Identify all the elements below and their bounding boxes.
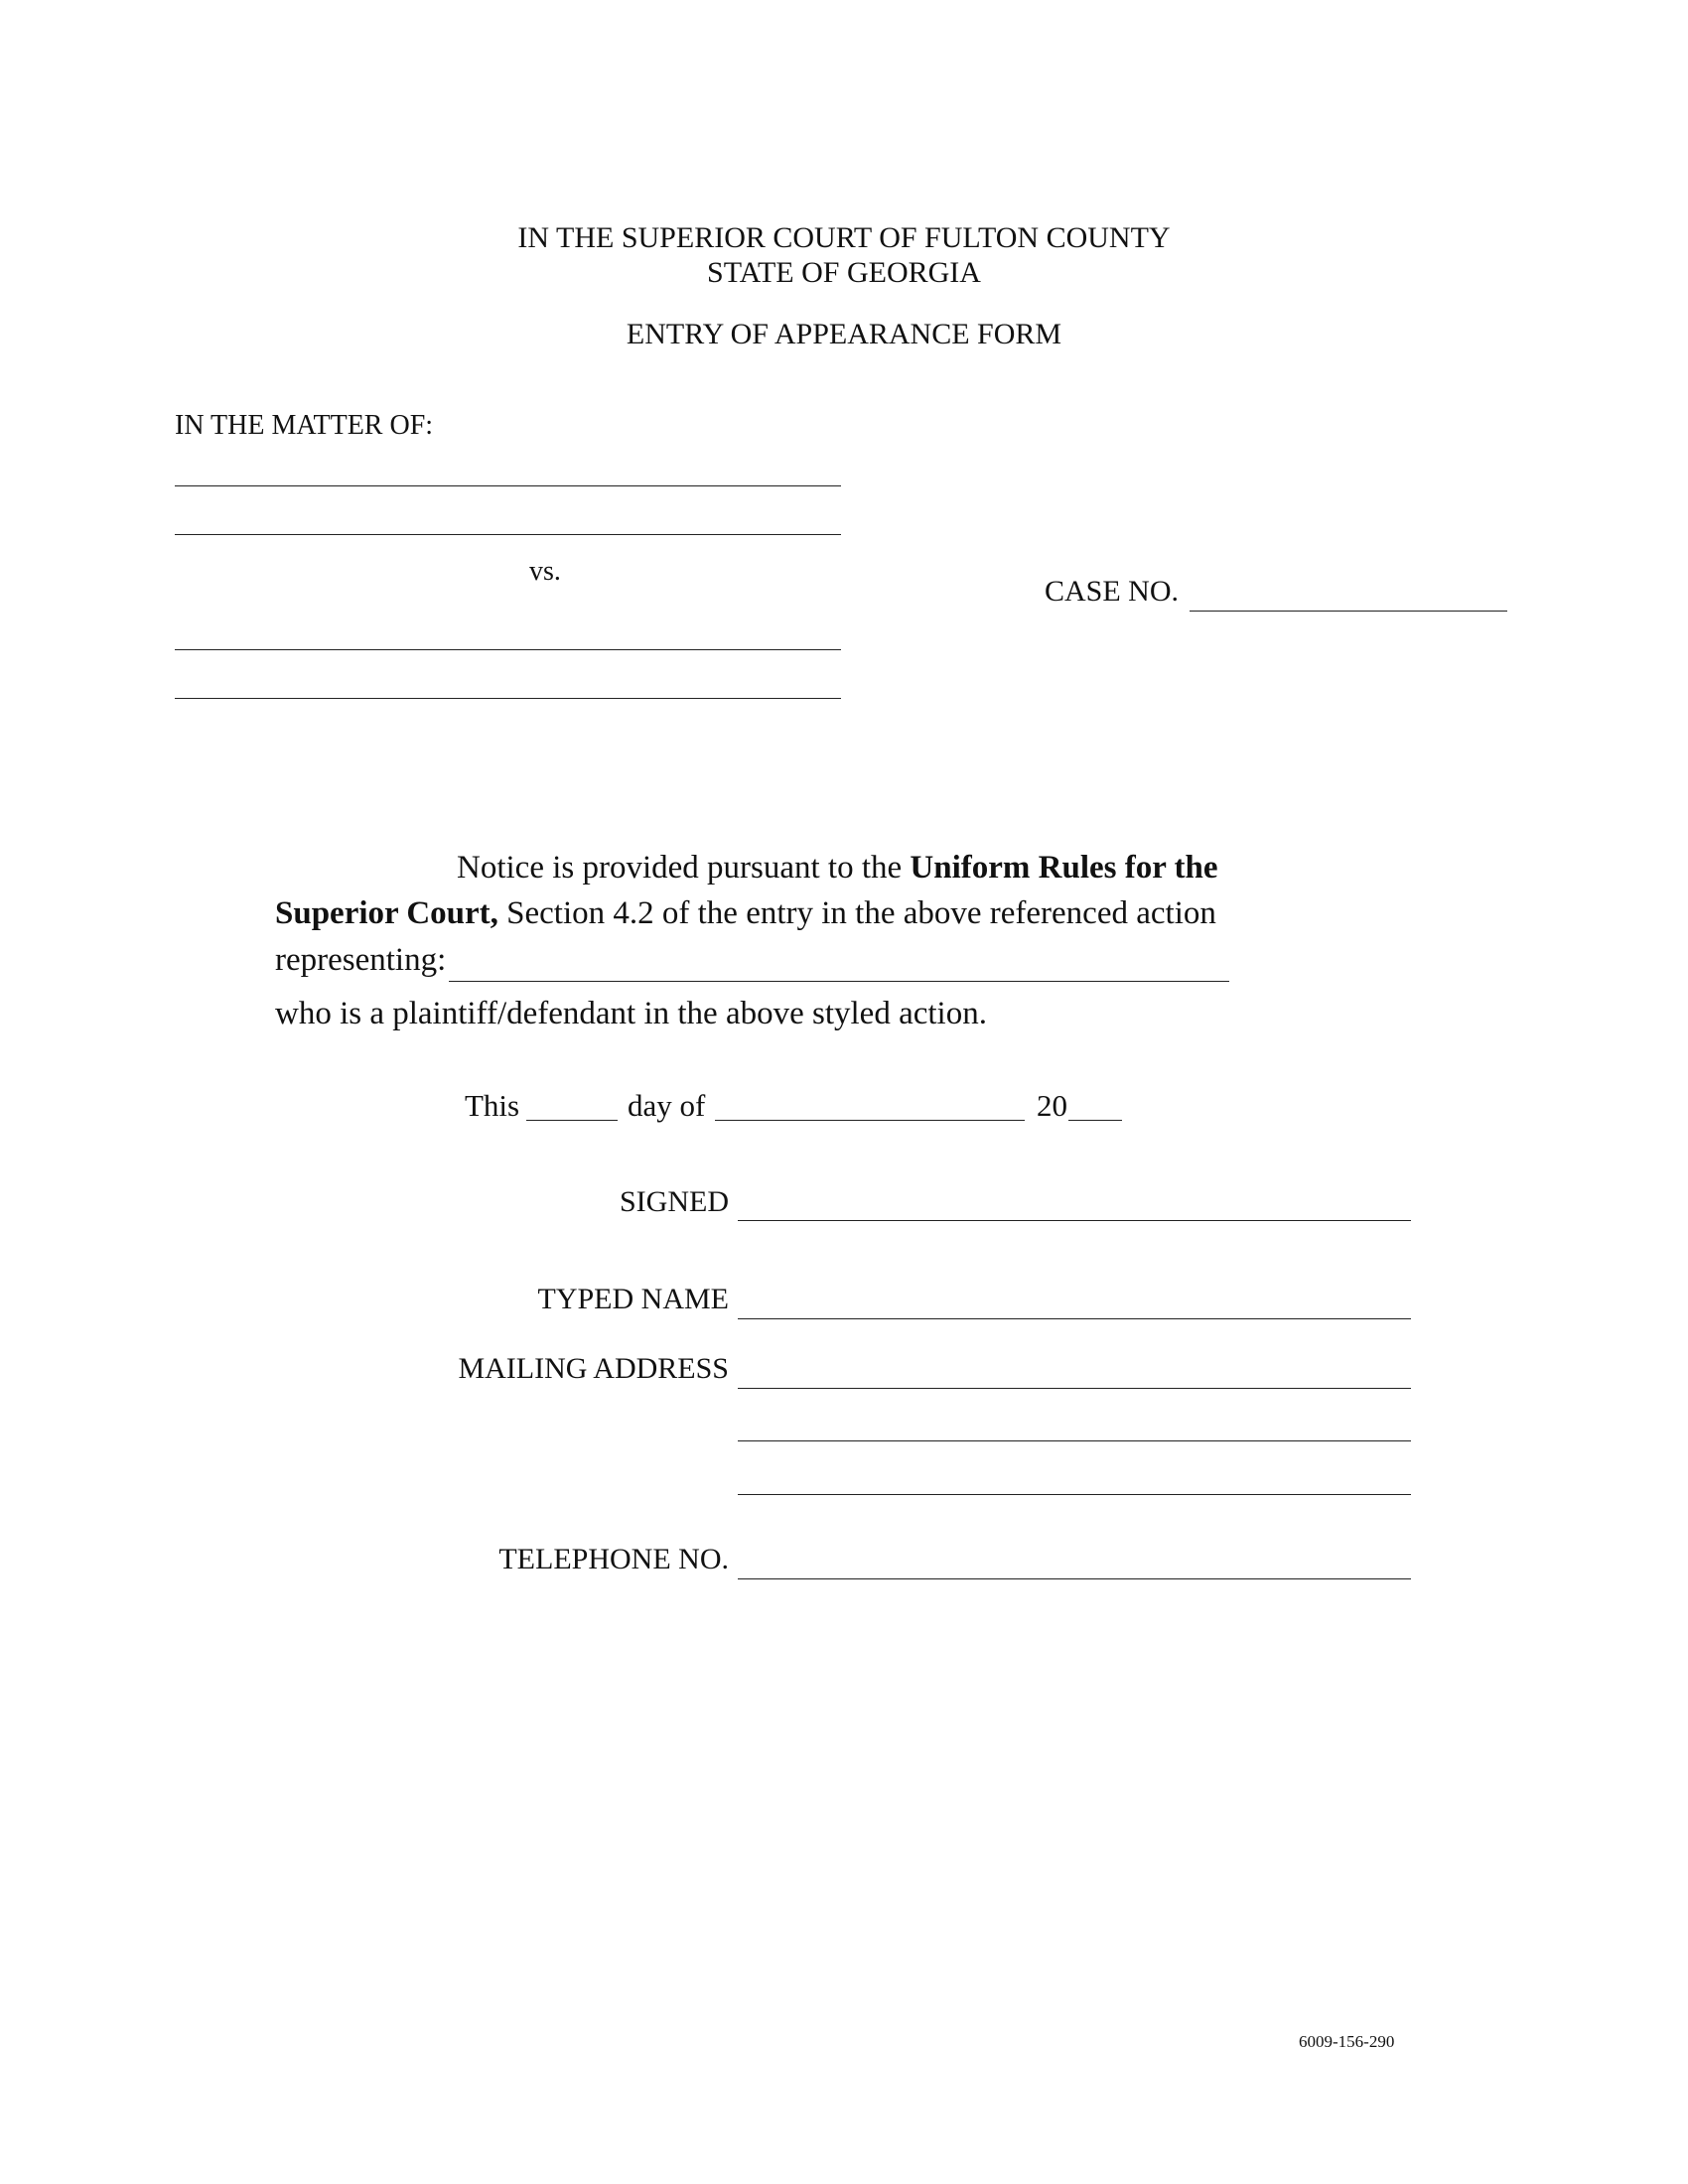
- year-prefix: 20: [1037, 1088, 1067, 1123]
- plaintiff-line-2[interactable]: [175, 534, 841, 535]
- day-of-label: day of: [628, 1088, 706, 1123]
- case-no-label: CASE NO.: [1045, 575, 1180, 608]
- address-line-3[interactable]: [738, 1494, 1411, 1495]
- this-label: This: [465, 1088, 520, 1123]
- telephone-label: TELEPHONE NO.: [498, 1543, 729, 1575]
- address-line-2[interactable]: [738, 1440, 1411, 1441]
- signed-label: SIGNED: [620, 1185, 729, 1218]
- form-title: ENTRY OF APPEARANCE FORM: [626, 318, 1062, 350]
- notice-line-2: [275, 897, 1216, 930]
- defendant-line-2[interactable]: [175, 698, 841, 699]
- signature-line[interactable]: [738, 1220, 1411, 1221]
- telephone-line[interactable]: [738, 1578, 1411, 1579]
- mailing-address-label: MAILING ADDRESS: [458, 1352, 729, 1385]
- address-line-1[interactable]: [738, 1388, 1411, 1389]
- notice-line-1: [457, 852, 1218, 885]
- typed-name-line[interactable]: [738, 1318, 1411, 1319]
- month-line[interactable]: [715, 1120, 1025, 1121]
- representing-label: representing:: [275, 942, 447, 978]
- defendant-line-1[interactable]: [175, 649, 841, 650]
- form-code: 6009-156-290: [1299, 2032, 1395, 2051]
- year-line[interactable]: [1068, 1120, 1122, 1121]
- matter-label: IN THE MATTER OF:: [175, 410, 434, 441]
- notice-intro-text: Notice is provided pursuant to the: [457, 850, 911, 886]
- court-title: IN THE SUPERIOR COURT OF FULTON COUNTY: [517, 221, 1171, 254]
- superior-court-text: Superior Court,: [275, 895, 498, 931]
- party-status-line: who is a plaintiff/defendant in the above styled action.: [275, 996, 987, 1031]
- section-text: Section 4.2 of the entry in the above referenced action: [497, 895, 1216, 931]
- case-no-line[interactable]: [1190, 611, 1507, 612]
- typed-name-label: TYPED NAME: [537, 1283, 729, 1315]
- vs-label: vs.: [529, 556, 561, 587]
- uniform-rules-text: Uniform Rules for the: [910, 850, 1218, 886]
- state-title: STATE OF GEORGIA: [707, 256, 981, 289]
- day-line[interactable]: [526, 1120, 618, 1121]
- plaintiff-line-1[interactable]: [175, 485, 841, 486]
- representing-line[interactable]: [449, 981, 1229, 982]
